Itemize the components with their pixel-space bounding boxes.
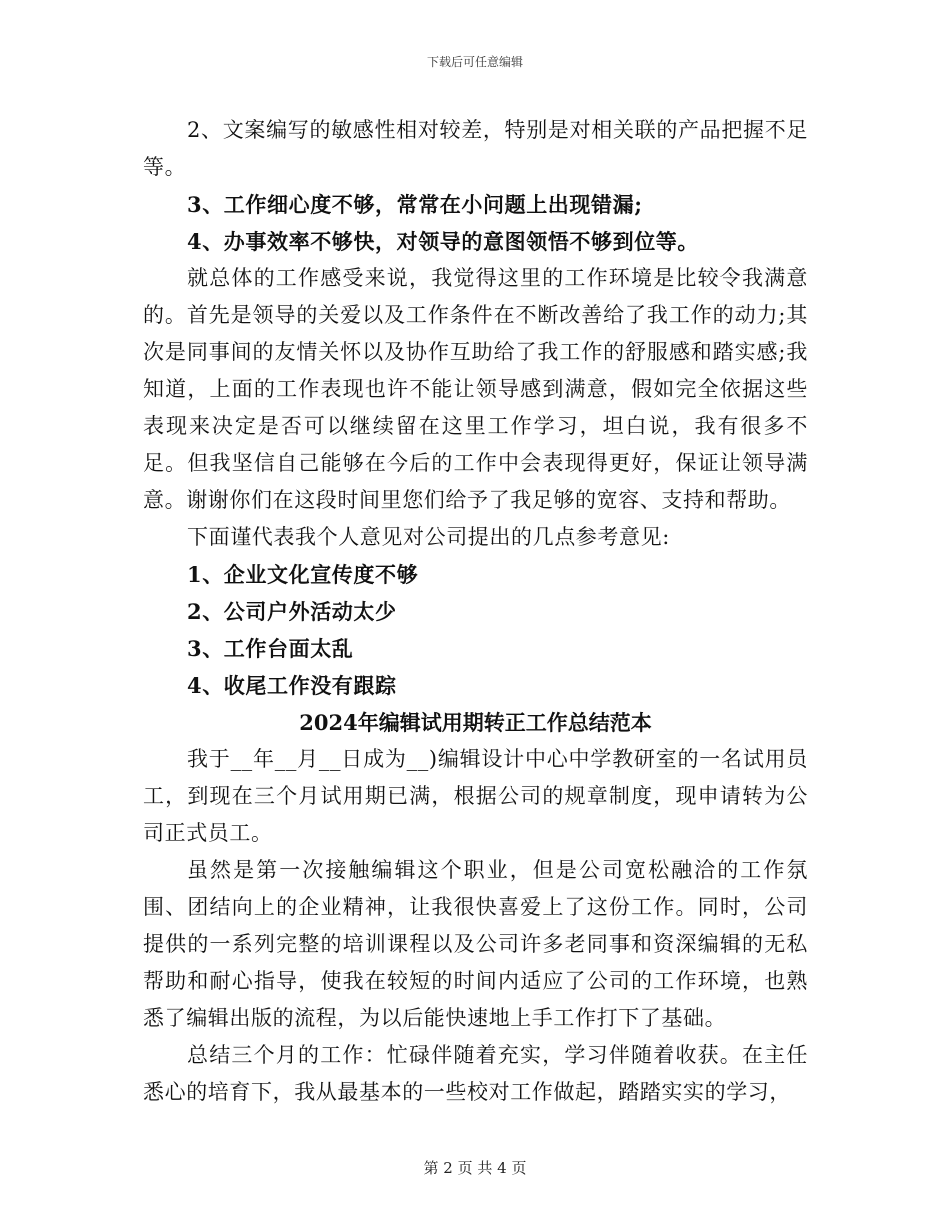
suggestion-item-3: 3、工作台面太乱	[187, 636, 354, 661]
paragraph-shortcoming-3: 3、工作细心度不够，常常在小问题上出现错漏;	[187, 192, 643, 217]
suggestion-item-4: 4、收尾工作没有跟踪	[187, 673, 397, 698]
page-number: 第 2 页 共 4 页	[423, 1159, 527, 1177]
paragraph-shortcoming-2: 2、文案编写的敏感性相对较差，特别是对相关联的产品把握不足等。	[143, 118, 808, 179]
paragraph-experience: 虽然是第一次接触编辑这个职业，但是公司宽松融洽的工作氛围、团结向上的企业精神，让我很快喜爱上了这份工作。同时，公司提供的一系列完整的培训课程以及公司许多老同事和资深编辑的无私帮助和耐心指导，使我在较短的时间内适应了公司的工作环境，也熟悉了编辑出版的流程，为以后能快速地上手工作打下了基础。	[143, 858, 808, 1030]
document-body	[143, 112, 808, 1111]
paragraph-suggestions-intro: 下面谨代表我个人意见对公司提出的几点参考意见:	[187, 525, 670, 549]
suggestion-item-2: 2、公司户外活动太少	[187, 599, 397, 624]
suggestion-item-1: 1、企业文化宣传度不够	[187, 562, 419, 587]
section-title: 2024年编辑试用期转正工作总结范本	[299, 710, 652, 735]
page-header-note: 下载后可任意编辑	[426, 55, 523, 69]
paragraph-overall-feeling: 就总体的工作感受来说，我觉得这里的工作环境是比较令我满意的。首先是领导的关爱以及工作条件在不断改善给了我工作的动力;其次是同事间的友情关怀以及协作互助给了我工作的舒服感和踏实感;我知道，上面的工作表现也许不能让领导感到满意，假如完全依据这些表现来决定是否可以继续留在这里工作学习，坦白说，我有很多不足。但我坚信自己能够在今后的工作中会表现得更好，保证让领导满意。谢谢你们在这段时间里您们给予了我足够的宽容、支持和帮助。	[143, 266, 808, 512]
paragraph-summary: 总结三个月的工作：忙碌伴随着充实，学习伴随着收获。在主任悉心的培育下，我从最基本的一些校对工作做起，踏踏实实的学习，	[143, 1043, 808, 1104]
paragraph-shortcoming-4: 4、办事效率不够快，对领导的意图领悟不够到位等。	[187, 229, 700, 254]
paragraph-intro: 我于__年__月__日成为__)编辑设计中心中学教研室的一名试用员工，到现在三个月试用期已满，根据公司的规章制度，现申请转为公司正式员工。	[143, 747, 808, 845]
